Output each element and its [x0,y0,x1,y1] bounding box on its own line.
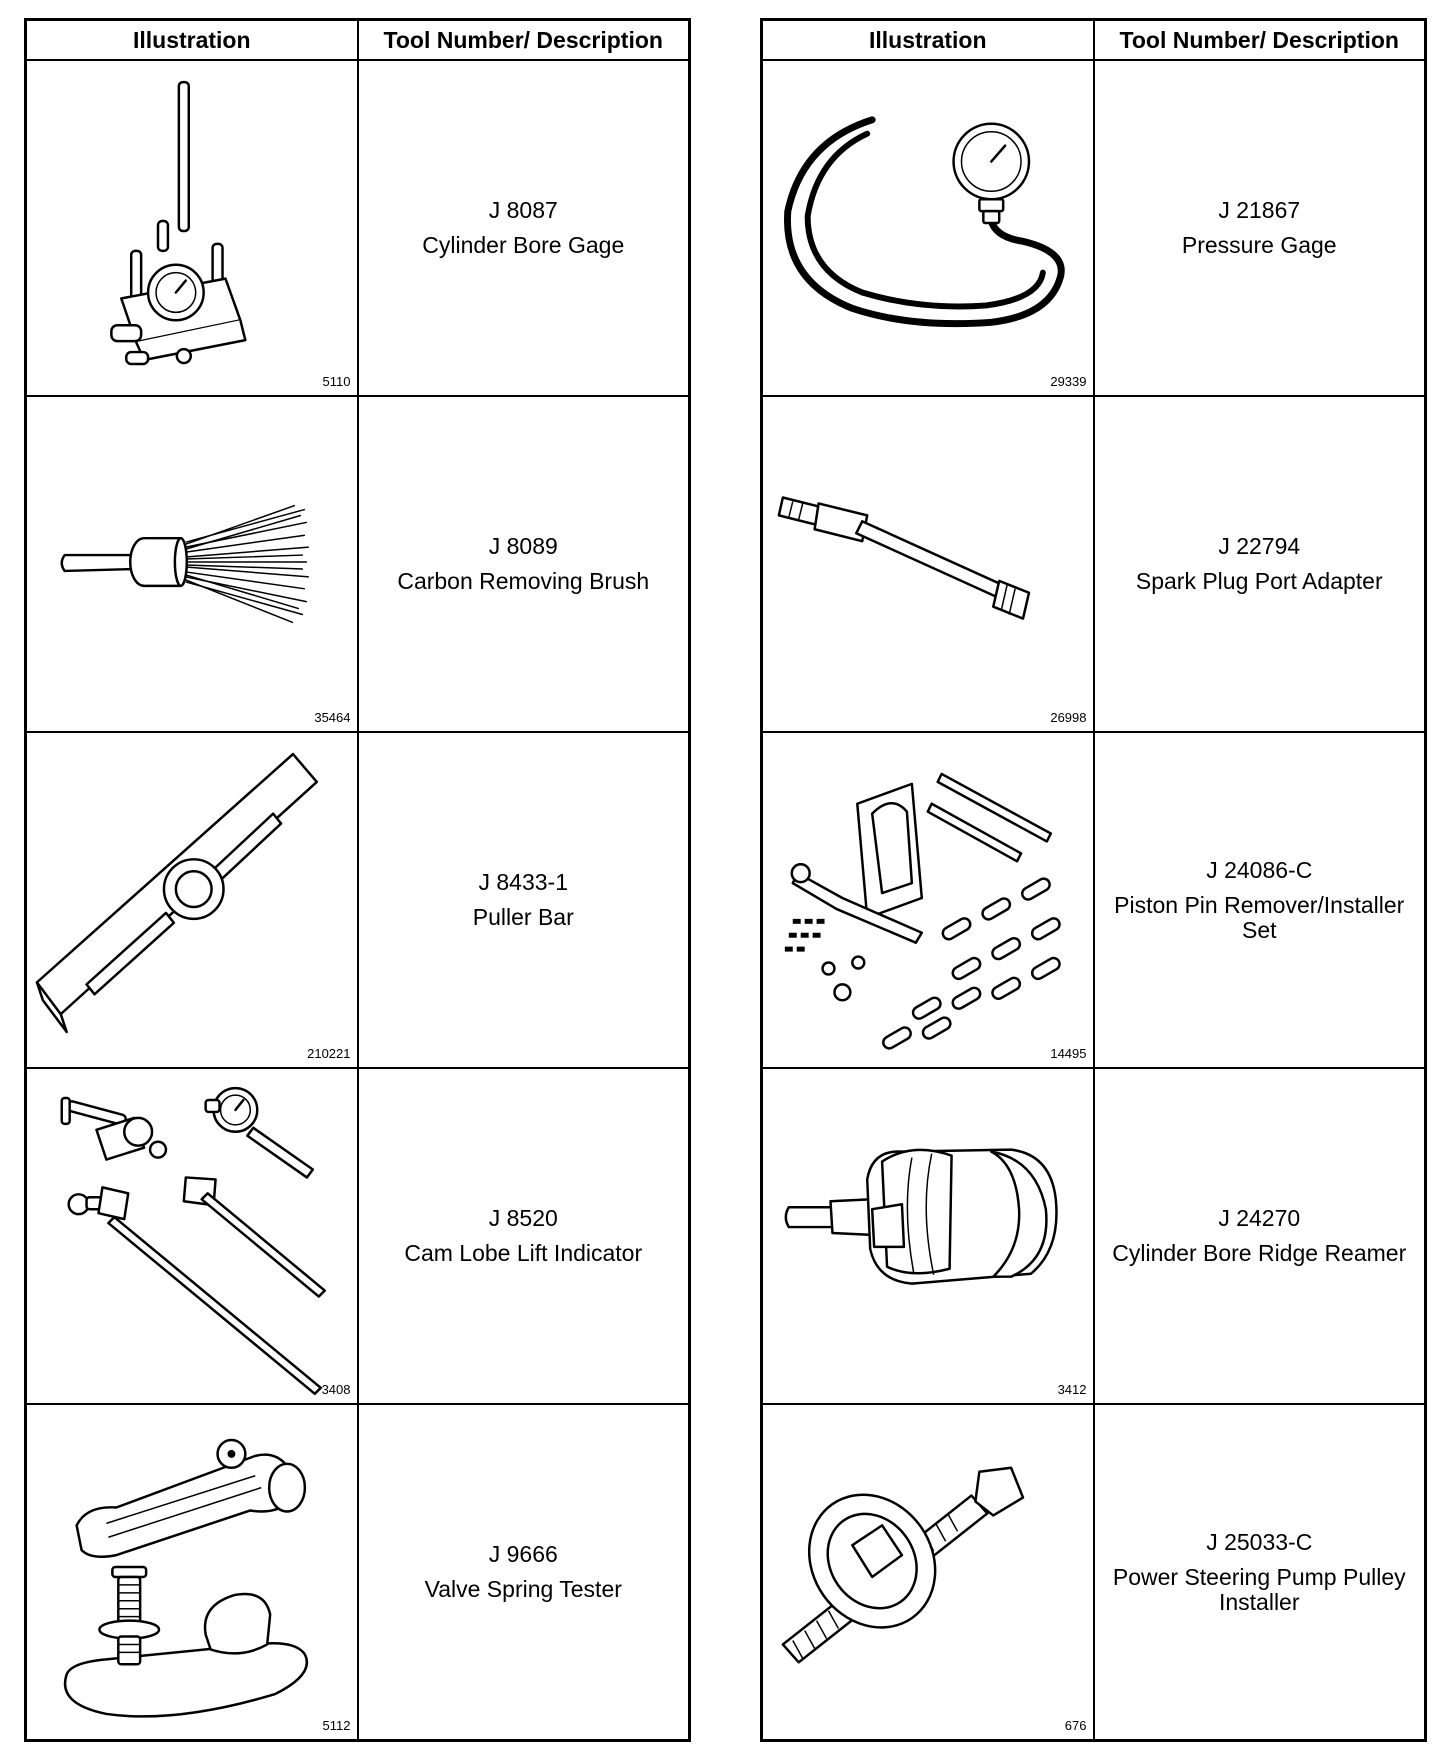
table-row [762,1068,1426,1404]
figure-number: 5110 [322,374,351,389]
carbon-brush-icon [27,397,357,731]
table-row [26,732,690,1068]
pulley-installer-icon [763,1405,1093,1739]
description-cell [358,1404,690,1741]
illustration-cell [762,1404,1094,1741]
description-header: Tool Number/ Description [1094,20,1426,61]
tool-number: J 8520 [488,1205,558,1231]
tool-table-left [24,18,691,1742]
illustration-cell [762,60,1094,396]
tool-number: J 8087 [488,197,558,223]
tool-name: Pressure Gage [1181,232,1337,258]
figure-number: 3412 [1057,1382,1087,1397]
illustration-cell [762,1068,1094,1404]
ridge-reamer-icon [763,1069,1093,1403]
pressure-gage-icon [763,61,1093,395]
tool-number: J 24086-C [1206,856,1313,883]
tool-table-right [760,18,1427,1742]
table-row [26,396,690,732]
table-header-row [26,20,690,61]
tool-number: J 9666 [488,1541,558,1567]
illustration-cell [762,396,1094,732]
tool-number: J 25033-C [1206,1528,1313,1555]
tool-name: Power Steering Pump Pulley Installer [1112,1563,1406,1615]
description-cell [1094,396,1426,732]
figure-number: 3408 [321,1382,351,1397]
table-row [26,1404,690,1741]
tool-name: Cylinder Bore Ridge Reamer [1112,1240,1407,1266]
description-cell [358,396,690,732]
description-cell [358,732,690,1068]
tool-name: Piston Pin Remover/Installer Set [1114,891,1405,943]
cam-lobe-indicator-icon [27,1069,357,1403]
illustration-cell [26,732,358,1068]
figure-number: 210221 [307,1046,351,1061]
tool-name: Valve Spring Tester [424,1576,622,1602]
illustration-cell [762,732,1094,1068]
tool-number: J 8433-1 [478,869,568,895]
description-cell [358,60,690,396]
figure-number: 676 [1064,1718,1087,1733]
illustration-cell [26,60,358,396]
tool-number: J 8089 [488,533,558,559]
table-row [762,1404,1426,1741]
table-row [762,732,1426,1068]
description-cell [1094,60,1426,396]
description-header: Tool Number/ Description [358,20,690,61]
tool-name: Carbon Removing Brush [397,568,650,594]
figure-number: 14495 [1050,1046,1087,1061]
figure-number: 35464 [314,710,351,725]
description-cell [358,1068,690,1404]
table-row [762,396,1426,732]
spark-plug-adapter-icon [763,397,1093,731]
description-cell [1094,1404,1426,1741]
puller-bar-icon [27,733,357,1067]
figure-number: 5112 [322,1718,351,1733]
illustration-cell [26,396,358,732]
illustration-cell [26,1068,358,1404]
figure-number: 26998 [1050,710,1087,725]
description-cell [1094,732,1426,1068]
tool-number: J 24270 [1218,1205,1301,1231]
tool-name: Spark Plug Port Adapter [1135,568,1383,594]
table-row [26,1068,690,1404]
tool-number: J 21867 [1218,197,1301,223]
tool-number: J 22794 [1218,533,1301,559]
illustration-header: Illustration [26,20,358,61]
illustration-cell [26,1404,358,1741]
tool-name: Cam Lobe Lift Indicator [404,1240,643,1266]
tool-name: Cylinder Bore Gage [422,232,625,258]
table-header-row [762,20,1426,61]
piston-pin-set-icon [763,733,1093,1067]
illustration-header: Illustration [762,20,1094,61]
tool-name: Puller Bar [472,904,574,930]
valve-spring-tester-icon [27,1405,357,1739]
table-row [26,60,690,396]
table-row [762,60,1426,396]
description-cell [1094,1068,1426,1404]
figure-number: 29339 [1050,374,1087,389]
cylinder-bore-gage-icon [27,61,357,395]
